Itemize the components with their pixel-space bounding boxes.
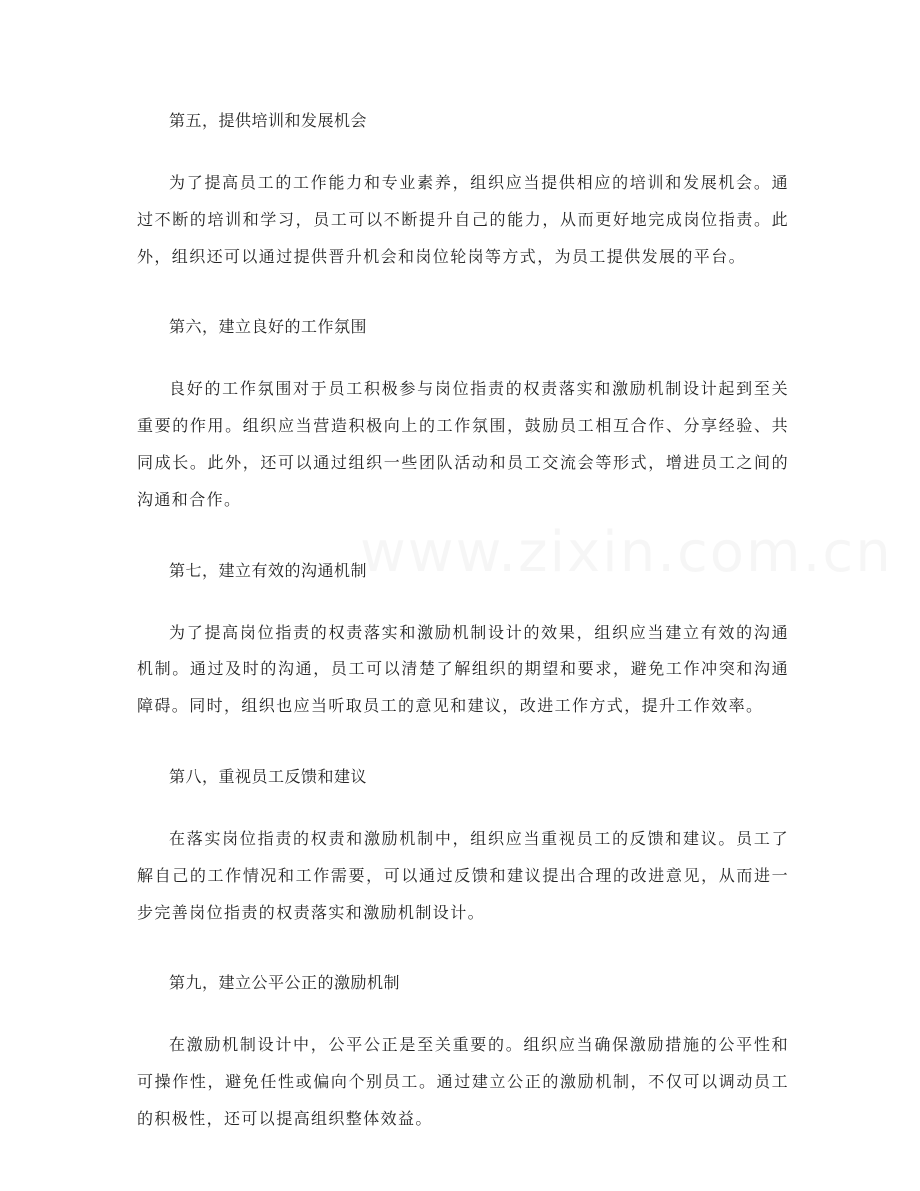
section-paragraph: 在落实岗位指责的权责和激励机制中，组织应当重视员工的反馈和建议。员工了解自己的工作情况和工作需要，可以通过反馈和建议提出合理的改进意见，从而进一步完善岗位指责的权责落实和激励机制设计。 bbox=[137, 828, 789, 922]
section-heading: 第八，重视员工反馈和建议 bbox=[169, 766, 368, 786]
section-6 bbox=[137, 309, 789, 518]
section-paragraph: 为了提高员工的工作能力和专业素养，组织应当提供相应的培训和发展机会。通过不断的培训和学习，员工可以不断提升自己的能力，从而更好地完成岗位指责。此外，组织还可以通过提供晋升机会和岗位轮岗等方式，为员工提供发展的平台。 bbox=[137, 173, 789, 266]
section-5 bbox=[137, 103, 789, 275]
section-8 bbox=[137, 759, 789, 931]
document-body bbox=[137, 103, 789, 1138]
section-paragraph: 为了提高岗位指责的权责落实和激励机制设计的效果，组织应当建立有效的沟通机制。通过及时的沟通，员工可以清楚了解组织的期望和要求，避免工作冲突和沟通障碍。同时，组织也应当听取员工的意见和建议，改进工作方式，提升工作效率。 bbox=[137, 622, 789, 716]
section-heading: 第七，建立有效的沟通机制 bbox=[169, 560, 368, 580]
section-paragraph: 良好的工作氛围对于员工积极参与岗位指责的权责落实和激励机制设计起到至关重要的作用。组织应当营造积极向上的工作氛围，鼓励员工相互合作、分享经验、共同成长。此外，还可以通过组织一些团队活动和员工交流会等形式，增进员工之间的沟通和合作。 bbox=[137, 379, 789, 509]
section-9 bbox=[137, 965, 789, 1137]
section-heading: 第五，提供培训和发展机会 bbox=[169, 111, 368, 130]
section-heading: 第六，建立良好的工作氛围 bbox=[169, 317, 368, 337]
section-paragraph: 在激励机制设计中，公平公正是至关重要的。组织应当确保激励措施的公平性和可操作性，避免任性或偏向个别员工。通过建立公正的激励机制，不仅可以调动员工的积极性，还可以提高组织整体效益。 bbox=[137, 1035, 789, 1128]
section-heading: 第九，建立公平公正的激励机制 bbox=[169, 973, 401, 993]
section-7 bbox=[137, 553, 789, 725]
